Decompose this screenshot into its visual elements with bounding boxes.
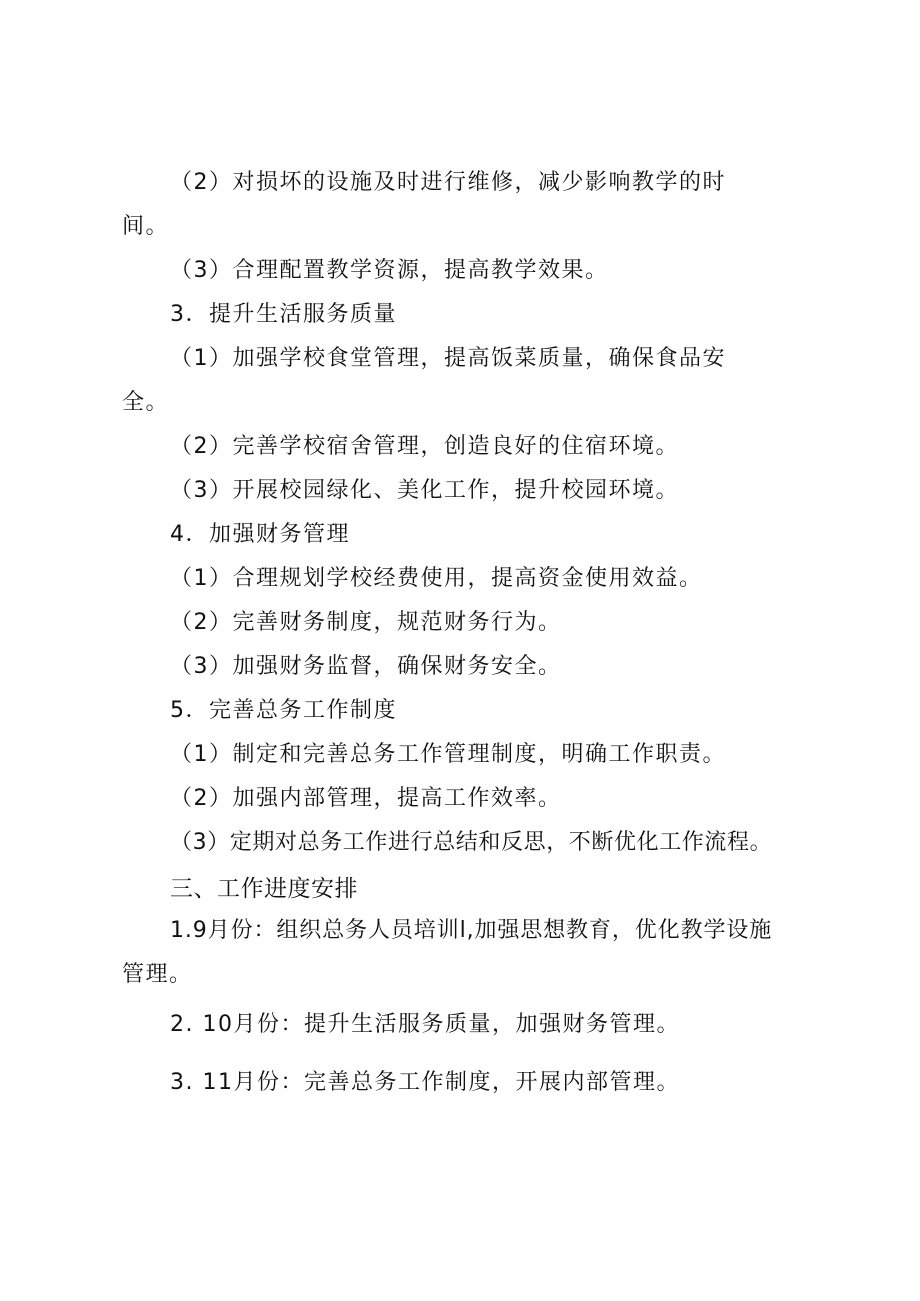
item-2-repair-facilities: （2）对损坏的设施及时进行维修，减少影响教学的时 <box>170 170 726 195</box>
schedule-september: 1.9月份：组织总务人员培训l,加强思想教育，优化教学设施 <box>170 918 773 943</box>
section-5-heading: 5．完善总务工作制度 <box>170 698 397 723</box>
item-3-finance-supervision: （3）加强财务监督，确保财务安全。 <box>170 654 562 679</box>
item-2-continuation: 间。 <box>122 214 170 239</box>
schedule-heading: 三、工作进度安排 <box>170 876 358 902</box>
schedule-november: 3. 11月份：完善总务工作制度，开展内部管理。 <box>170 1070 680 1095</box>
item-1-continuation: 全。 <box>122 390 170 415</box>
item-2-finance-system: （2）完善财务制度，规范财务行为。 <box>170 610 562 635</box>
item-1-rules: （1）制定和完善总务工作管理制度，明确工作职责。 <box>170 742 726 767</box>
section-4-heading: 4．加强财务管理 <box>170 522 350 547</box>
schedule-september-continuation: 管理。 <box>122 962 193 987</box>
item-3-review: （3）定期对总务工作进行总结和反思，不断优化工作流程。 <box>170 830 773 855</box>
schedule-october: 2. 10月份：提升生活服务质量，加强财务管理。 <box>170 1012 680 1037</box>
item-1-canteen: （1）加强学校食堂管理，提高饭菜质量，确保食品安 <box>170 346 726 371</box>
item-3-greening: （3）开展校园绿化、美化工作，提升校园环境。 <box>170 478 679 503</box>
item-1-funds: （1）合理规划学校经费使用，提高资金使用效益。 <box>170 566 703 591</box>
item-3-teaching-resources: （3）合理配置教学资源，提高教学效果。 <box>170 258 609 283</box>
item-2-dormitory: （2）完善学校宿舍管理，创造良好的住宿环境。 <box>170 434 679 459</box>
item-2-internal-management: （2）加强内部管理，提高工作效率。 <box>170 786 562 811</box>
section-3-heading: 3．提升生活服务质量 <box>170 302 397 327</box>
